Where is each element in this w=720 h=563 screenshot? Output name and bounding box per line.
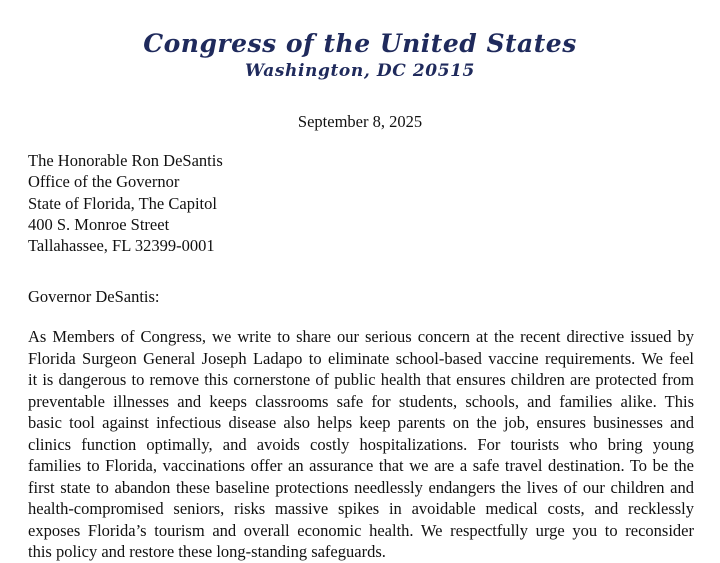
body-paragraph xyxy=(28,326,694,563)
address-line: State of Florida, The Capitol xyxy=(28,193,217,213)
salutation: Governor DeSantis: xyxy=(28,287,160,306)
address-line: The Honorable Ron DeSantis xyxy=(28,151,223,170)
body-line: health-compromised seniors, risks massive spikes in avoidable medical costs, and recklessly xyxy=(28,499,694,518)
address-line: 400 S. Monroe Street xyxy=(28,214,170,234)
body-line: basic tool against infectious disease also helps keep parents on the job, ensures businesses and xyxy=(28,413,694,432)
body-line: Florida Surgeon General Joseph Ladapo to eliminate school-based vaccine requirements. We feel xyxy=(28,348,694,368)
body-line: it is dangerous to remove this cornerstone of public health that ensures children are protected from xyxy=(28,370,694,389)
letterhead-title: Congress of the United States xyxy=(143,29,577,58)
body-line: As Members of Congress, we write to share our serious concern at the recent directive issued by xyxy=(28,327,694,346)
letterhead-subtitle: Washington, DC 20515 xyxy=(245,61,475,81)
body-line: clinics function optimally, and avoids costly hospitalizations. For tourists who bring young xyxy=(28,434,694,454)
body-line: families to Florida, vaccinations offer an assurance that we are a safe travel destination. To be the xyxy=(28,456,694,475)
body-line: first state to abandon these baseline protections needlessly endangers the lives of our children and xyxy=(28,477,694,497)
letter-date: September 8, 2025 xyxy=(297,112,423,131)
body-line: preventable illnesses and keeps classrooms safe for students, schools, and families alike. This xyxy=(28,391,694,411)
address-line: Tallahassee, FL 32399-0001 xyxy=(28,236,215,256)
body-line: this policy and restore these long-standing safeguards. xyxy=(28,542,386,561)
body-line: exposes Florida’s tourism and overall economic health. We respectfully urge you to reconsider xyxy=(28,520,694,540)
address-line: Office of the Governor xyxy=(28,172,180,192)
recipient-address xyxy=(28,150,223,256)
